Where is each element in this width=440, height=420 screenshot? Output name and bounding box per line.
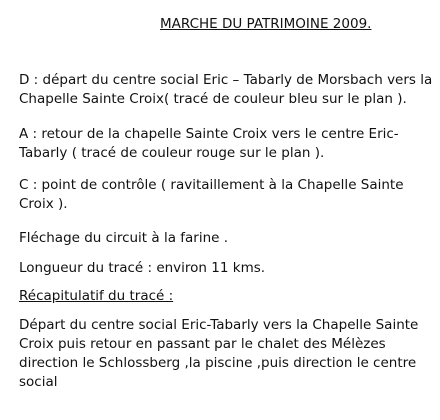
- paragraph-flechage: Fléchage du circuit à la farine .: [19, 230, 229, 246]
- paragraph-depart: D : départ du centre social Eric – Tabarly de Morsbach vers la Chapelle Sainte Croix( tracé de couleur bleu sur le plan ).: [19, 72, 433, 107]
- paragraph-controle: C : point de contrôle ( ravitaillement à la Chapelle Sainte Croix ).: [19, 177, 404, 212]
- recap-heading: Récapitulatif du tracé :: [19, 288, 174, 304]
- paragraph-longueur: Longueur du tracé : environ 11 kms.: [19, 260, 266, 276]
- paragraph-recap: Départ du centre social Eric-Tabarly vers la Chapelle Sainte Croix puis retour en passant par le chalet des Mélèzes direction le Schlossberg ,la piscine ,puis direction le centre social: [19, 317, 419, 390]
- paragraph-arrivee: A : retour de la chapelle Sainte Croix vers le centre Eric- Tabarly ( tracé de couleur rouge sur le plan ).: [19, 126, 399, 161]
- document-title: MARCHE DU PATRIMOINE 2009.: [160, 16, 372, 32]
